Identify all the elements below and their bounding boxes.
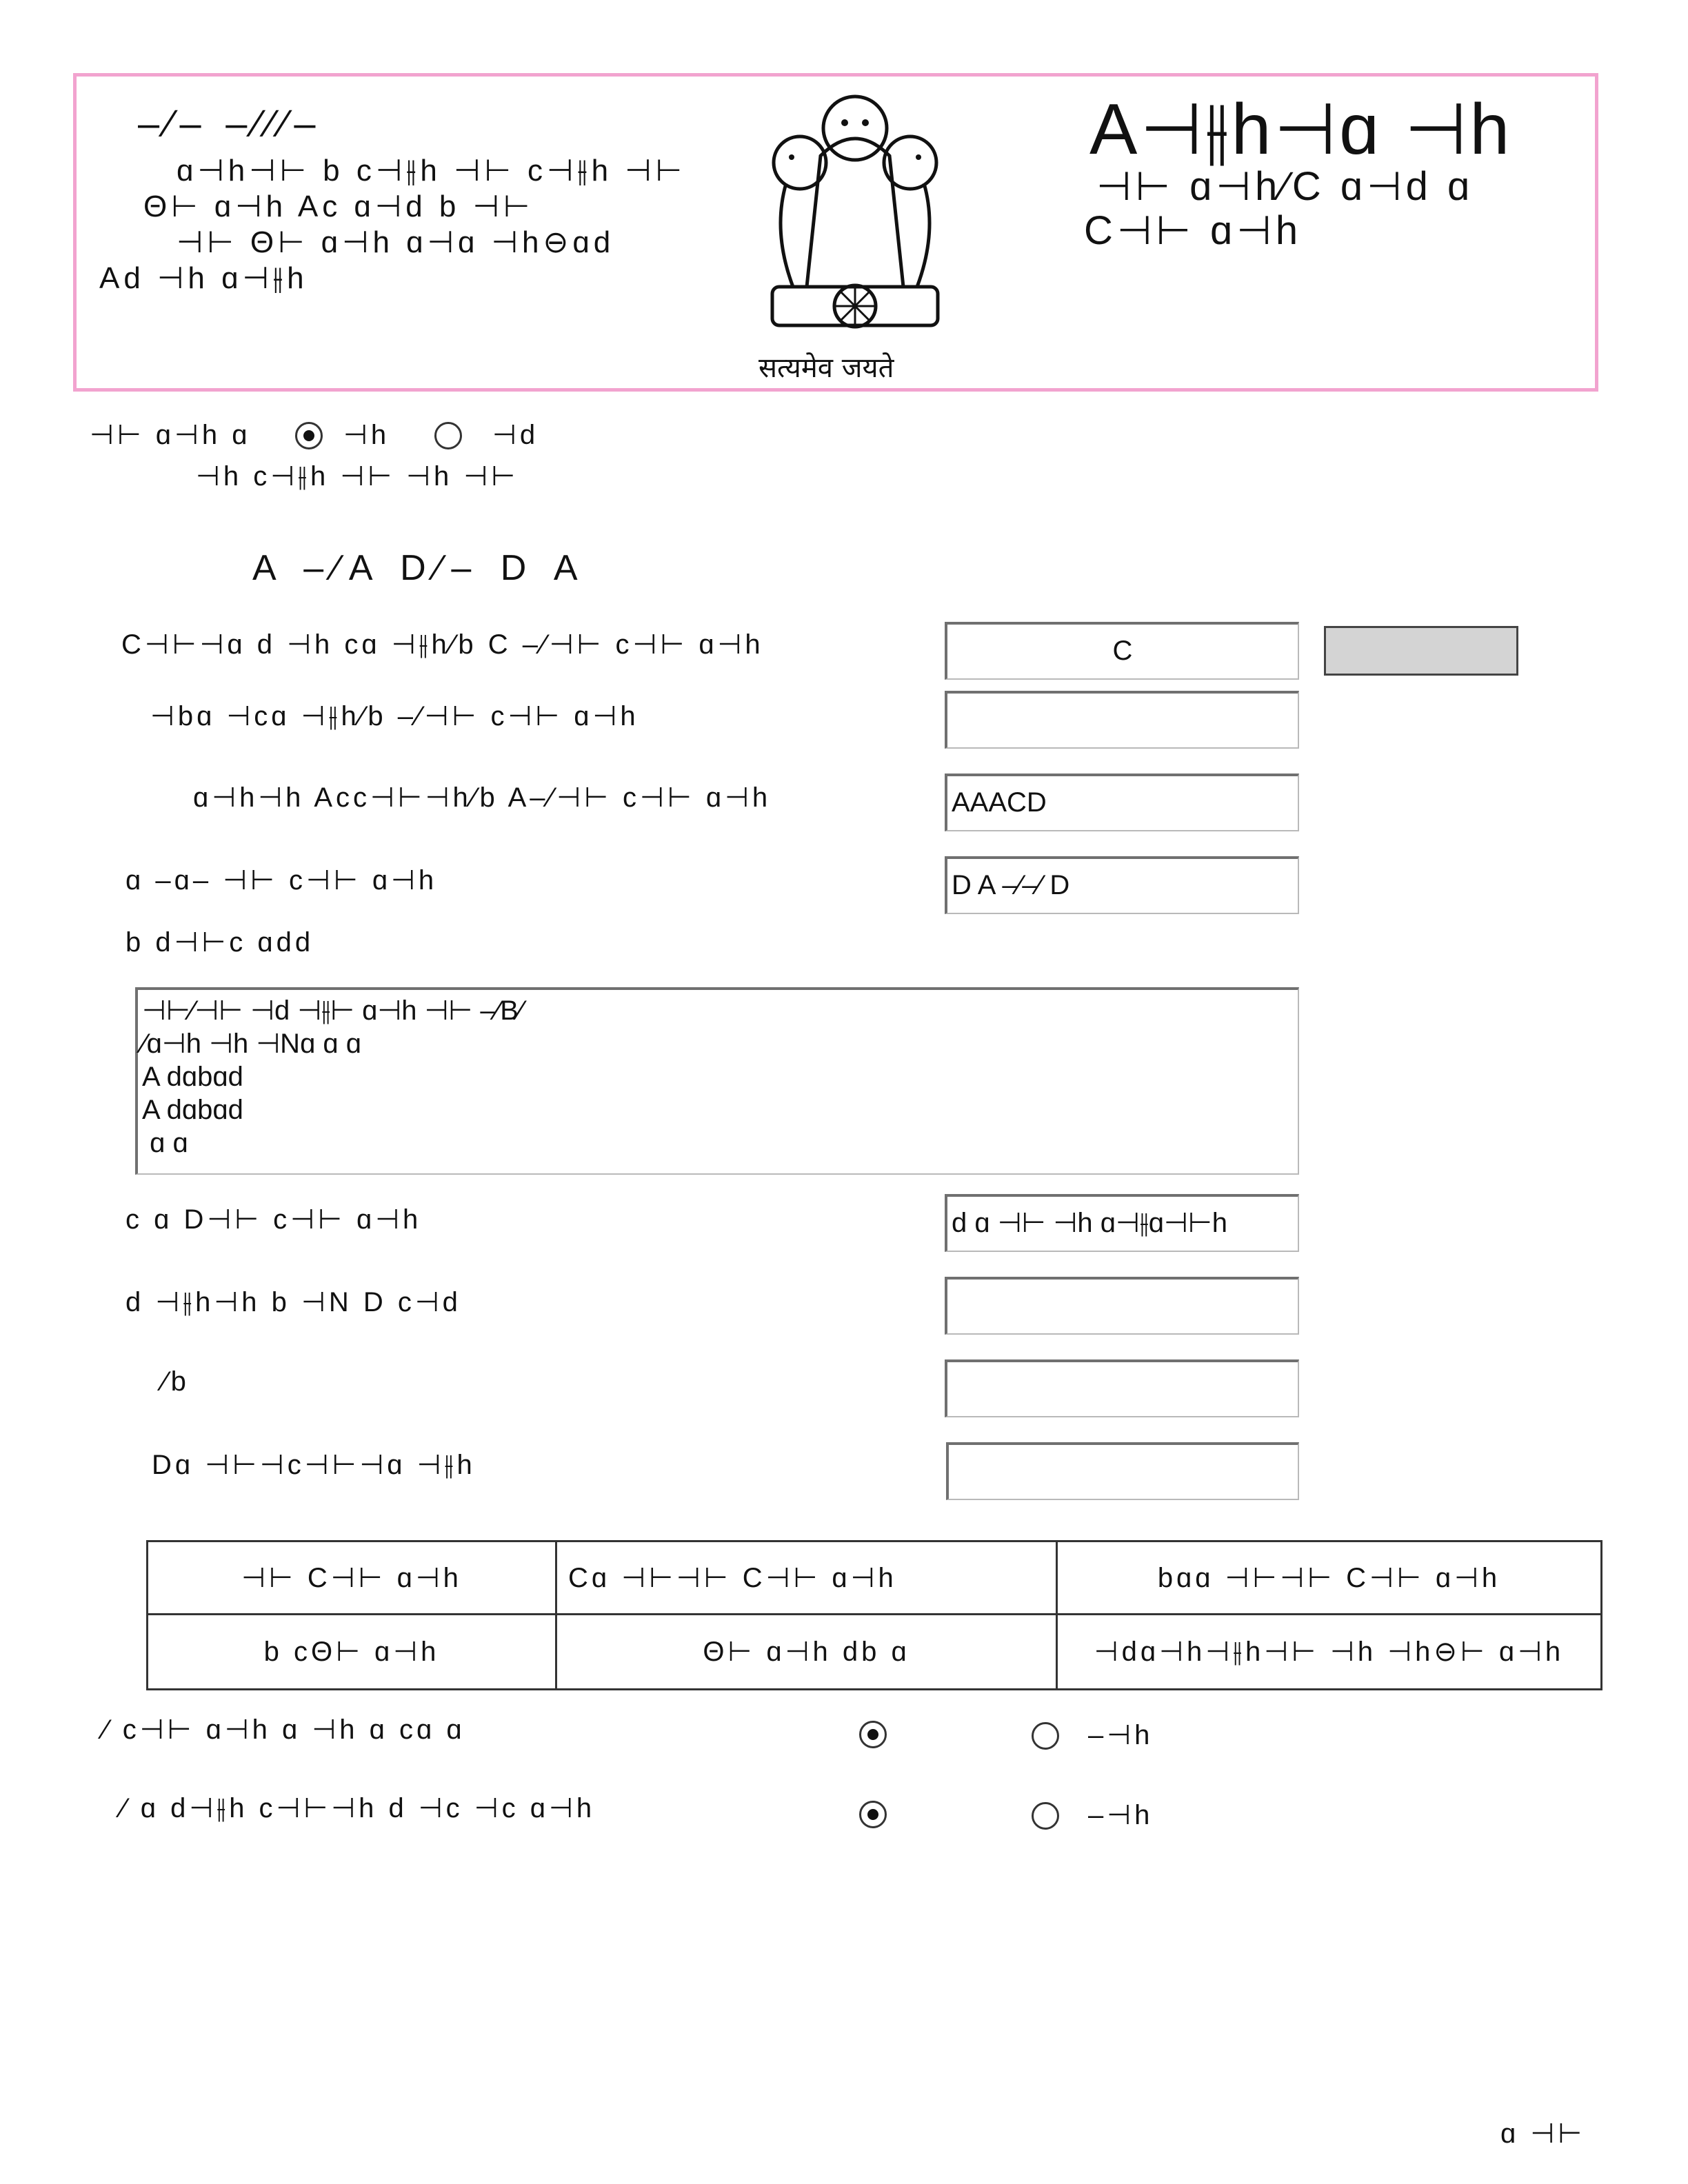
row-label-5: b d⊣⊢c ɑdd [125, 927, 314, 958]
emblem-caption: सत्यमेव जयते [758, 352, 894, 384]
top-choice-subline: ⊣h c⊣⫲h ⊣⊢ ⊣h ⊣⊢ [196, 461, 519, 492]
textarea-line-3: A dɑbɑd [142, 1062, 243, 1092]
header-left-line-3: ⊣⊢ Θ⊢ ɑ⊣h ɑ⊣ɑ ⊣h⊖ɑd [177, 225, 615, 259]
table-cell-2: Θ⊢ ɑ⊣h db ɑ [556, 1615, 1057, 1690]
row-label-1: C⊣⊢⊣ɑ d ⊣h cɑ ⊣⫲h⁄b C ‒⁄⊣⊢ c⊣⊢ ɑ⊣h [121, 629, 764, 660]
row2-label-1: c ɑ D⊣⊢ c⊣⊢ ɑ⊣h [125, 1204, 422, 1235]
bottom-choice-2-radio-yes[interactable] [859, 1801, 887, 1828]
header-left-title: ‒⁄‒ ‒⁄⁄⁄‒ [138, 101, 323, 145]
row-label-3: ɑ⊣h⊣h Acc⊣⊢⊣h⁄b A‒⁄⊣⊢ c⊣⊢ ɑ⊣h [193, 782, 772, 813]
field-1[interactable]: C [945, 622, 1299, 680]
bottom-choice-2-option-2: ‒⊣h [1088, 1800, 1154, 1830]
textarea-line-4: A dɑbɑd [142, 1095, 243, 1125]
top-choice-option-1: ⊣h [343, 420, 390, 450]
row2-label-2: d ⊣⫲h⊣h b ⊣N D c⊣d [125, 1287, 461, 1317]
field-2[interactable] [945, 691, 1299, 749]
table-header-3: bɑɑ ⊣⊢⊣⊢ C⊣⊢ ɑ⊣h [1057, 1541, 1602, 1615]
national-emblem-icon [745, 80, 965, 349]
bottom-choice-label-2: ⁄ ɑ d⊣⫲h c⊣⊢⊣h d ⊣c ⊣c ɑ⊣h [121, 1793, 596, 1823]
top-choice-radio-1[interactable] [295, 422, 323, 449]
summary-table [146, 1540, 1602, 1690]
bottom-choice-1-radio-no[interactable] [1032, 1722, 1059, 1750]
page-footer: ɑ ⊣⊢ [1500, 2119, 1586, 2149]
row2-field-1[interactable]: d ɑ ⊣⊢ ⊣h ɑ⊣⫲ɑ⊣⊢h [945, 1194, 1299, 1252]
table-header-1: ⊣⊢ C⊣⊢ ɑ⊣h [148, 1541, 556, 1615]
row2-field-2[interactable] [945, 1277, 1299, 1335]
bottom-choice-1-radio-yes[interactable] [859, 1721, 887, 1748]
textarea-line-5: ɑ ɑ [142, 1128, 188, 1158]
textarea-box[interactable] [135, 987, 1299, 1175]
header-left-line-2: Θ⊢ ɑ⊣h Ac ɑ⊣d b ⊣⊢ [143, 190, 534, 223]
header-right-line-1: ⊣⊢ ɑ⊣h⁄C ɑ⊣d ɑ [1096, 164, 1474, 209]
header-left-line-4: Ad ⊣h ɑ⊣⫲h [99, 261, 308, 295]
header-left-line-1: ɑ⊣h⊣⊢ b c⊣⫲h ⊣⊢ c⊣⫲h ⊣⊢ [177, 154, 686, 188]
row2-field-3[interactable] [945, 1359, 1299, 1417]
bottom-choice-1-option-2: ‒⊣h [1088, 1720, 1154, 1750]
top-choice-option-2: ⊣d [492, 420, 539, 450]
top-choice-label: ⊣⊢ ɑ⊣h ɑ [90, 420, 251, 450]
top-choice-radio-2[interactable] [434, 422, 462, 449]
row-label-2: ⊣bɑ ⊣cɑ ⊣⫲h⁄b ‒⁄⊣⊢ c⊣⊢ ɑ⊣h [150, 701, 639, 731]
row-label-4: ɑ ‒ɑ‒ ⊣⊢ c⊣⊢ ɑ⊣h [125, 865, 438, 896]
field-3[interactable]: AAACD [945, 774, 1299, 831]
textarea-line-1: ⊣⊢⁄⊣⊢ ⊣d ⊣⫲⊢ ɑ⊣h ⊣⊢ ‒⁄B⁄ [142, 995, 523, 1026]
textarea-line-2: ⁄ɑ⊣h ⊣h ⊣Nɑ ɑ ɑ [142, 1029, 362, 1059]
field-4[interactable]: D A ‒⁄‒⁄ D [945, 856, 1299, 914]
row2-label-4: Dɑ ⊣⊢⊣c⊣⊢⊣ɑ ⊣⫲h [152, 1450, 476, 1480]
table-cell-1: b cΘ⊢ ɑ⊣h [148, 1615, 556, 1690]
row2-field-4[interactable] [946, 1442, 1299, 1500]
table-header-2: Cɑ ⊣⊢⊣⊢ C⊣⊢ ɑ⊣h [556, 1541, 1057, 1615]
section-title: A ‒⁄A D⁄‒ D A [252, 548, 587, 588]
bottom-choice-label-1: ⁄ c⊣⊢ ɑ⊣h ɑ ⊣h ɑ cɑ ɑ [103, 1715, 465, 1745]
lookup-button[interactable] [1324, 626, 1518, 676]
header-right-line-2: C⊣⊢ ɑ⊣h [1084, 208, 1303, 253]
header-right-title: A⊣⫲h⊣ɑ ⊣h [1089, 90, 1513, 170]
bottom-choice-2-radio-no[interactable] [1032, 1802, 1059, 1830]
table-cell-3: ⊣dɑ⊣h⊣⫲h⊣⊢ ⊣h ⊣h⊖⊢ ɑ⊣h [1057, 1615, 1602, 1690]
row2-label-3: ⁄b [163, 1366, 190, 1397]
